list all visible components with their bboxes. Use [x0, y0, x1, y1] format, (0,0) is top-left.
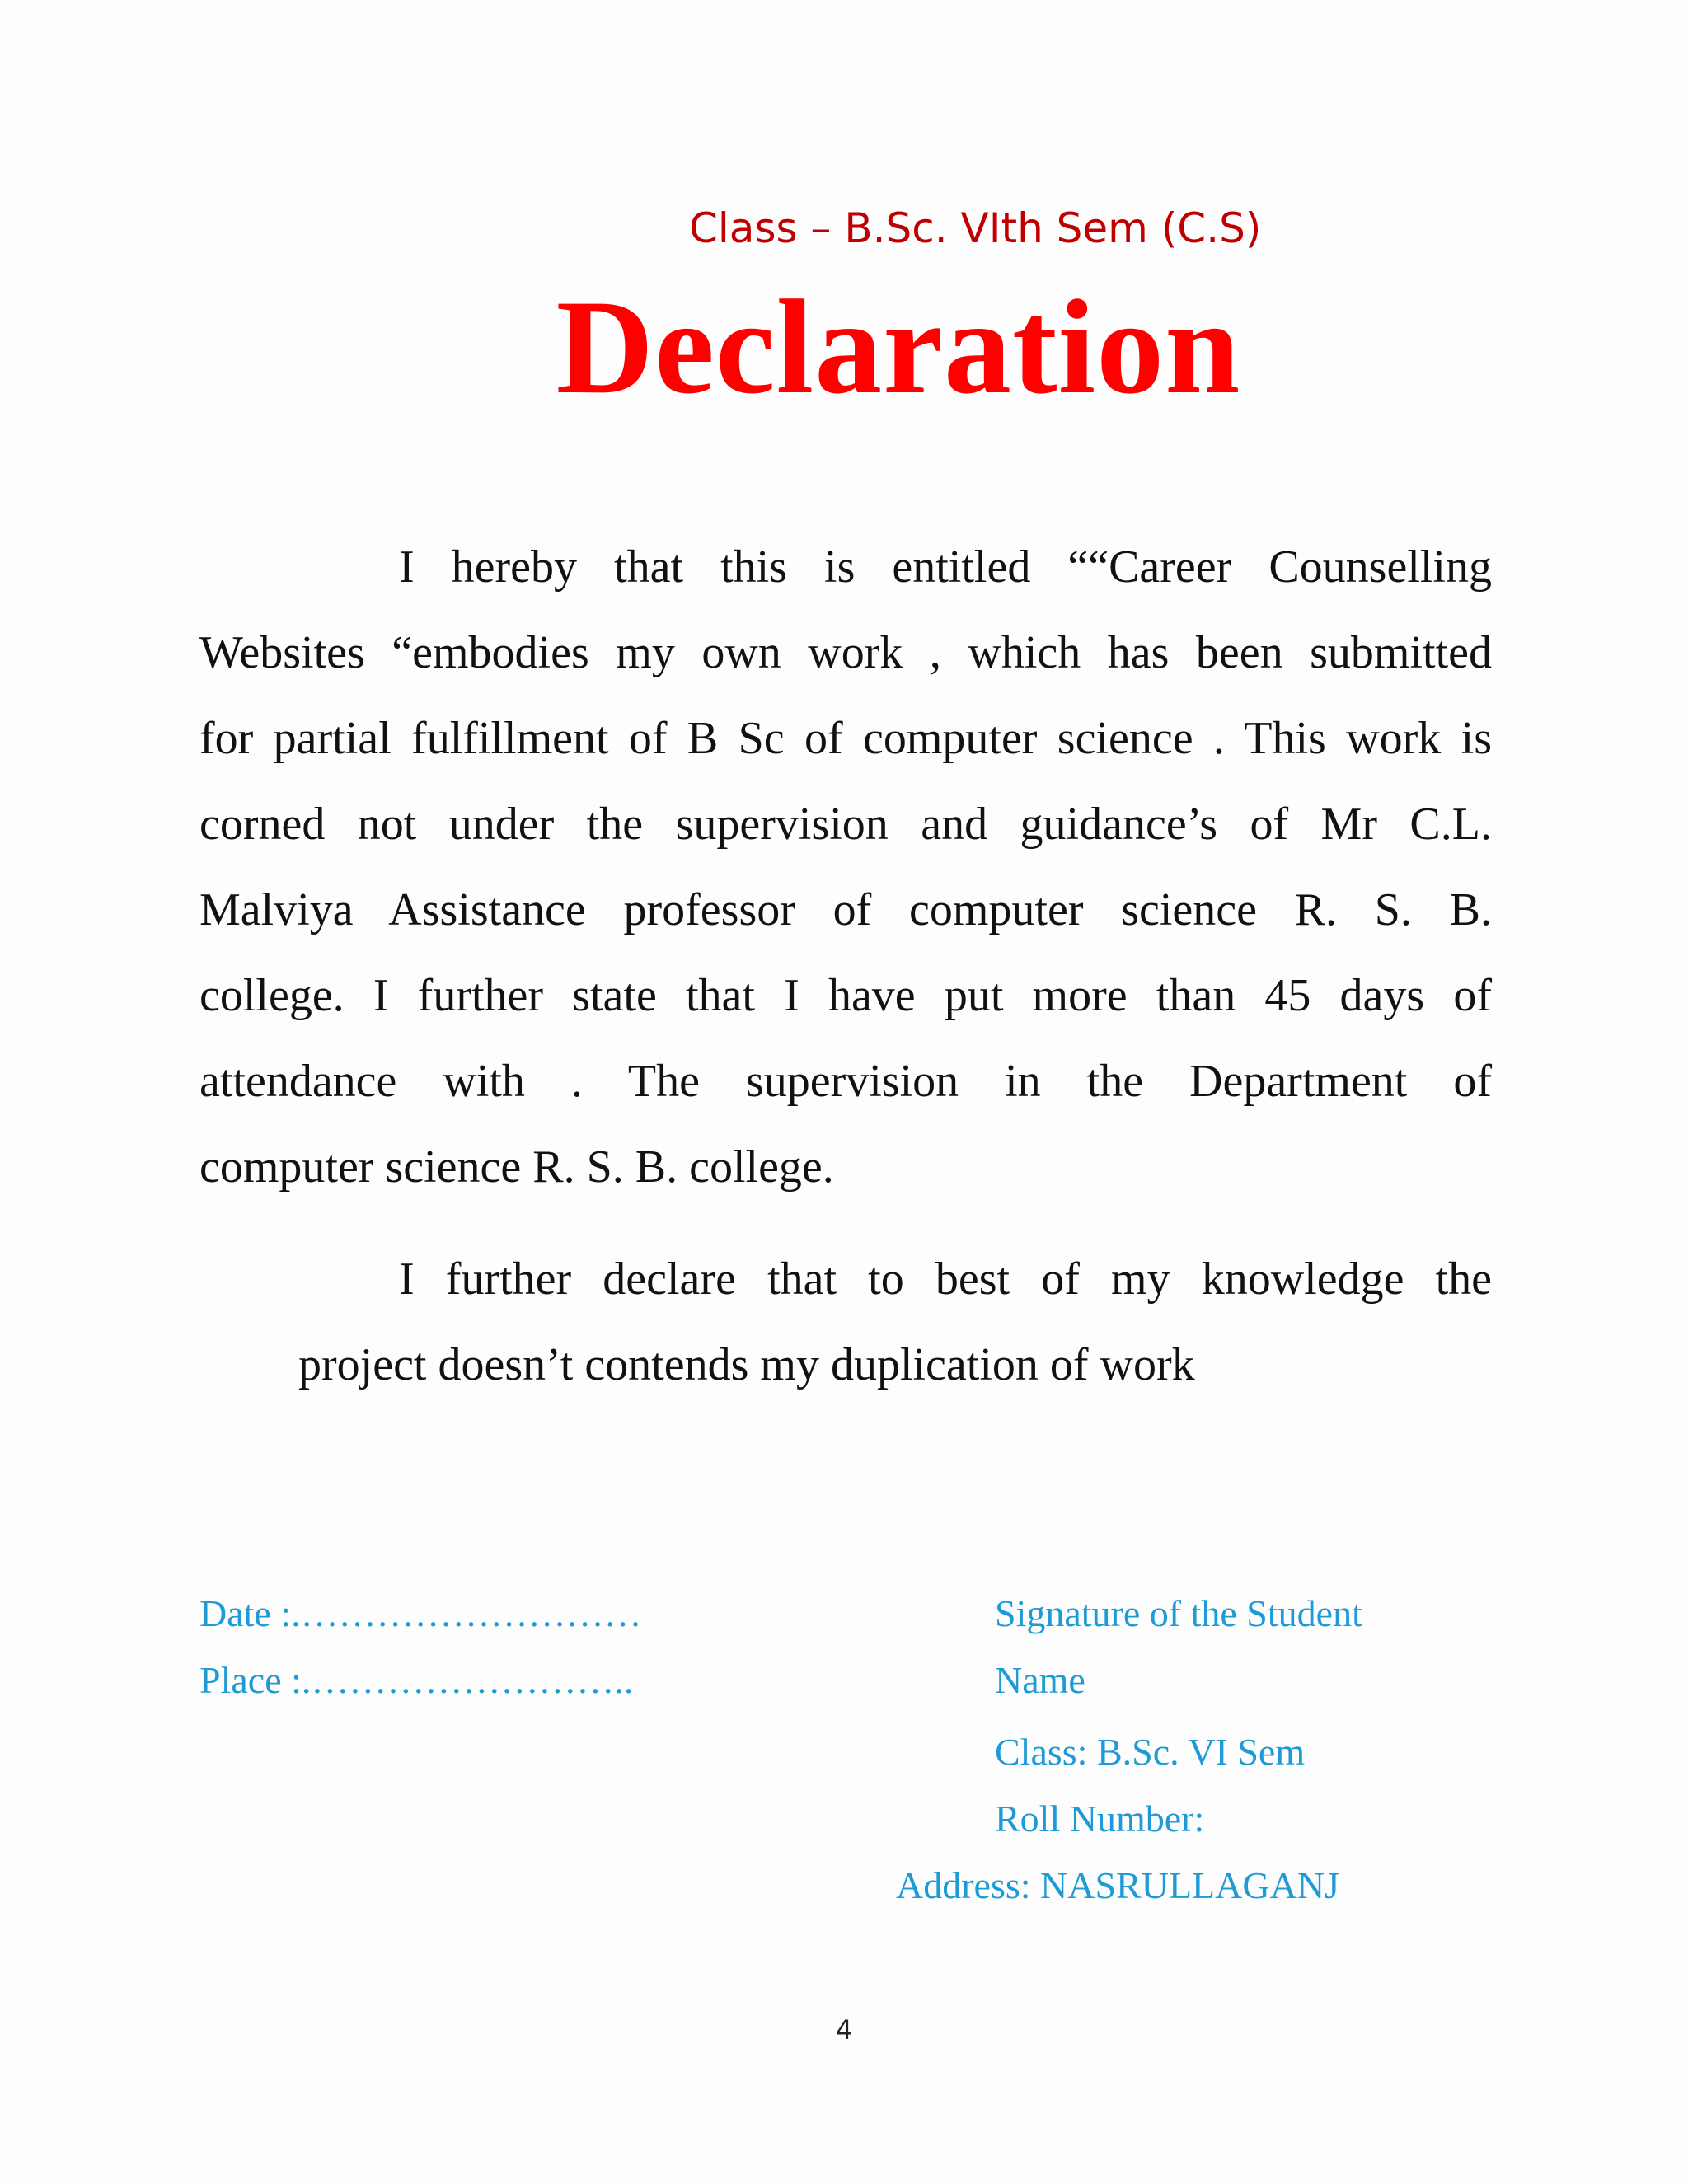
further-declaration-paragraph: [199, 1236, 1492, 1408]
paragraph-line: corned not under the supervision and guidance’s of Mr C.L.: [199, 799, 1492, 850]
address-label: Address: NASRULLAGANJ: [896, 1864, 1339, 1906]
paragraph-line: I further declare that to best of my knowledge the: [399, 1254, 1492, 1305]
paragraph-line: Malviya Assistance professor of computer science R. S. B.: [199, 884, 1492, 935]
name-label: Name: [995, 1659, 1085, 1701]
paragraph-line: for partial fulfillment of B Sc of computer science . This work is: [199, 713, 1492, 764]
paragraph-line: college. I further state that I have put more than 45 days of: [199, 970, 1492, 1021]
signature-label: Signature of the Student: [995, 1592, 1362, 1634]
page-number: 4: [835, 2014, 853, 2046]
declaration-paragraph: [199, 524, 1492, 1210]
class-label: Class: B.Sc. VI Sem: [995, 1731, 1306, 1773]
date-field: Date :.………………………: [199, 1592, 642, 1634]
paragraph-line: attendance with . The supervision in the Department of: [199, 1056, 1492, 1107]
paragraph-line: project doesn’t contends my duplication of work: [298, 1339, 1195, 1390]
roll-number-label: Roll Number:: [995, 1797, 1205, 1840]
place-field: Place :.……………………..: [199, 1659, 634, 1701]
class-heading: Class – B.Sc. VIth Sem (C.S): [689, 204, 1262, 252]
page-title: Declaration: [556, 273, 1241, 422]
paragraph-line: Websites “embodies my own work , which has been submitted: [199, 627, 1492, 678]
paragraph-line: computer science R. S. B. college.: [199, 1141, 834, 1193]
paragraph-line: I hereby that this is entitled ““Career Counselling: [399, 541, 1492, 593]
